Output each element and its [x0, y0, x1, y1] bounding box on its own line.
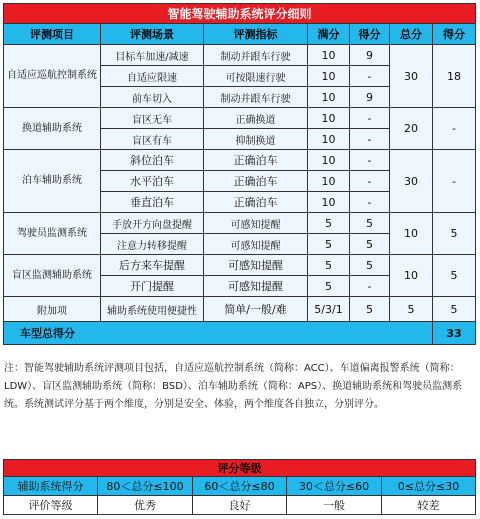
final-driver-monitoring: 5 [433, 213, 476, 255]
score-cell: 9 [350, 45, 390, 66]
metric-cell: 正确泊车 [204, 150, 308, 171]
scene-cell: 注意力转移提醒 [101, 234, 204, 255]
scene-cell: 盲区有车 [101, 129, 204, 150]
full-cell: 10 [308, 129, 350, 150]
final-lane-change: - [433, 108, 476, 150]
header-final: 得分 [433, 24, 476, 45]
table-row [4, 213, 476, 234]
score-table [3, 3, 476, 345]
scene-cell: 辅助系统使用便捷性 [101, 297, 204, 322]
metric-cell: 正确泊车 [204, 171, 308, 192]
score-cell: - [350, 129, 390, 150]
scene-cell: 开门提醒 [101, 276, 204, 297]
metric-cell: 可感知提醒 [204, 276, 308, 297]
scene-cell: 手放开方向盘提醒 [101, 213, 204, 234]
grade-table-title: 评分等级 [4, 460, 476, 477]
full-cell: 5/3/1 [308, 297, 350, 322]
header-metric: 评测指标 [204, 24, 308, 45]
score-cell: - [350, 276, 390, 297]
full-cell: 5 [308, 276, 350, 297]
level-cell: 一般 [287, 496, 382, 515]
range-cell: 0≤总分≤30 [382, 477, 476, 496]
table-row [4, 297, 476, 322]
final-extra: 5 [433, 297, 476, 322]
total-driver-monitoring: 10 [390, 213, 433, 255]
full-cell: 10 [308, 192, 350, 213]
scene-cell: 斜位泊车 [101, 150, 204, 171]
scene-cell: 后方来车提醒 [101, 255, 204, 276]
item-blind-spot: 盲区监测辅助系统 [4, 255, 101, 297]
score-cell: - [350, 192, 390, 213]
total-acc: 30 [390, 45, 433, 108]
header-full: 满分 [308, 24, 350, 45]
full-cell: 10 [308, 150, 350, 171]
item-extra: 附加项 [4, 297, 101, 322]
score-cell: - [350, 66, 390, 87]
table-row [4, 496, 476, 515]
scene-cell: 水平泊车 [101, 171, 204, 192]
total-row [4, 322, 476, 345]
header-score: 得分 [350, 24, 390, 45]
header-item: 评测项目 [4, 24, 101, 45]
level-cell: 较差 [382, 496, 476, 515]
level-label: 评价等级 [4, 496, 98, 515]
metric-cell: 可感知提醒 [204, 234, 308, 255]
item-driver-monitoring: 驾驶员监测系统 [4, 213, 101, 255]
full-cell: 5 [308, 213, 350, 234]
total-blind-spot: 10 [390, 255, 433, 297]
range-cell: 80＜总分≤100 [98, 477, 193, 496]
table-row [4, 477, 476, 496]
table-row [4, 45, 476, 66]
range-label: 辅助系统得分 [4, 477, 98, 496]
total-extra: 5 [390, 297, 433, 322]
range-cell: 60＜总分≤80 [193, 477, 287, 496]
full-cell: 5 [308, 234, 350, 255]
metric-cell: 抑制换道 [204, 129, 308, 150]
item-lane-change: 换道辅助系统 [4, 108, 101, 150]
scene-cell: 前车切入 [101, 87, 204, 108]
metric-cell: 可感知提醒 [204, 213, 308, 234]
header-scene: 评测场景 [101, 24, 204, 45]
grade-table [3, 459, 476, 515]
score-cell: - [350, 150, 390, 171]
full-cell: 5 [308, 255, 350, 276]
table-row [4, 150, 476, 171]
full-cell: 10 [308, 66, 350, 87]
item-acc: 自适应巡航控制系统 [4, 45, 101, 108]
score-cell: 5 [350, 234, 390, 255]
item-parking: 泊车辅助系统 [4, 150, 101, 213]
header-total: 总分 [390, 24, 433, 45]
full-cell: 10 [308, 87, 350, 108]
total-lane-change: 20 [390, 108, 433, 150]
metric-cell: 简单/一般/难 [204, 297, 308, 322]
total-label: 车型总得分 [4, 322, 433, 345]
metric-cell: 正确泊车 [204, 192, 308, 213]
metric-cell: 制动并跟车行驶 [204, 45, 308, 66]
full-cell: 10 [308, 171, 350, 192]
score-cell: - [350, 171, 390, 192]
total-parking: 30 [390, 150, 433, 213]
score-cell: 9 [350, 87, 390, 108]
table-row [4, 255, 476, 276]
table-row [4, 108, 476, 129]
scene-cell: 盲区无车 [101, 108, 204, 129]
score-cell: 5 [350, 255, 390, 276]
metric-cell: 制动并跟车行驶 [204, 87, 308, 108]
level-cell: 优秀 [98, 496, 193, 515]
score-cell: - [350, 108, 390, 129]
final-blind-spot: 5 [433, 255, 476, 297]
range-cell: 30＜总分≤60 [287, 477, 382, 496]
note-text: 注：智能驾驶辅助系统评测项目包括，自适应巡航控制系统（简称：ACC）、车道偏离报警系统（简称：LDW）、盲区监测辅助系统（简称：BSD）、泊车辅助系统（简称：APS）、换道辅助系统和驾驶员监测系统。系统测试评分基于两个维度，分别是安全、体验，两个维度各自独立，分别评分。 [4, 363, 463, 410]
total-value: 33 [433, 322, 476, 345]
scene-cell: 目标车加速/减速 [101, 45, 204, 66]
final-parking: - [433, 150, 476, 213]
score-table-title: 智能驾驶辅助系统评分细则 [4, 4, 476, 24]
metric-cell: 可按限速行驶 [204, 66, 308, 87]
scene-cell: 垂直泊车 [101, 192, 204, 213]
full-cell: 10 [308, 45, 350, 66]
metric-cell: 可感知提醒 [204, 255, 308, 276]
final-acc: 18 [433, 45, 476, 108]
level-cell: 良好 [193, 496, 287, 515]
score-cell: 5 [350, 213, 390, 234]
full-cell: 10 [308, 108, 350, 129]
score-cell: 5 [350, 297, 390, 322]
metric-cell: 正确换道 [204, 108, 308, 129]
scene-cell: 自适应限速 [101, 66, 204, 87]
